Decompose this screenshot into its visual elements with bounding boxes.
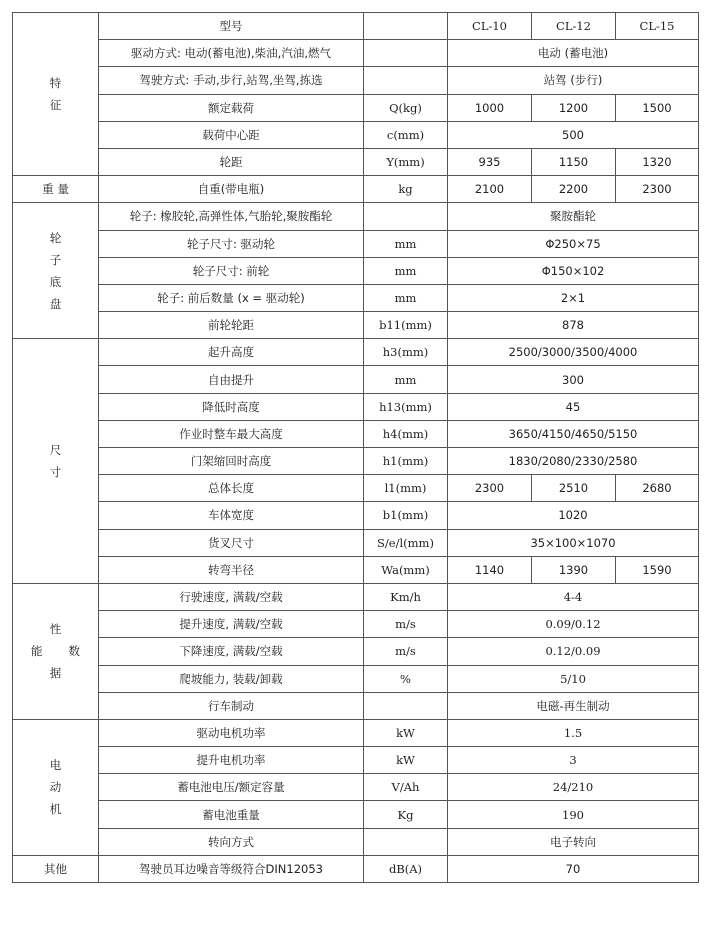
category-char: 机 <box>49 802 62 817</box>
unit-cell: % <box>364 665 448 692</box>
row-label: 驾驶方式: 手动,步行,站驾,坐驾,拣选 <box>99 67 364 94</box>
model-name: CL-10 <box>448 13 532 40</box>
category-char: 征 <box>49 98 62 113</box>
category-char: 动 <box>49 780 62 795</box>
row-value: 300 <box>448 366 699 393</box>
row-label: 自由提升 <box>99 366 364 393</box>
unit-cell: mm <box>364 284 448 311</box>
row-label: 提升电机功率 <box>99 747 364 774</box>
category-char-group <box>15 640 96 662</box>
unit-cell: mm <box>364 230 448 257</box>
row-label: 驾驶员耳边噪音等级符合DIN12053 <box>99 855 364 882</box>
category-char: 性 <box>49 622 62 637</box>
row-value: 1000 <box>448 94 532 121</box>
row-value: 70 <box>448 855 699 882</box>
row-value: Φ150×102 <box>448 257 699 284</box>
row-value: 2200 <box>532 176 616 203</box>
row-label: 转向方式 <box>99 828 364 855</box>
category-motor <box>13 719 99 855</box>
table-row <box>13 176 699 203</box>
table-row <box>13 692 699 719</box>
row-value: 电动 (蓄电池) <box>448 40 699 67</box>
row-label: 提升速度, 满载/空载 <box>99 611 364 638</box>
row-label: 转弯半径 <box>99 556 364 583</box>
table-row <box>13 13 699 40</box>
table-row <box>13 747 699 774</box>
category-char: 据 <box>49 666 62 681</box>
row-value: 35×100×1070 <box>448 529 699 556</box>
table-row <box>13 284 699 311</box>
table-row <box>13 257 699 284</box>
row-label: 载荷中心距 <box>99 121 364 148</box>
category-weight: 重 量 <box>13 176 99 203</box>
row-value: 1140 <box>448 556 532 583</box>
unit-cell <box>364 13 448 40</box>
table-row <box>13 502 699 529</box>
table-row <box>13 67 699 94</box>
unit-cell: b1(mm) <box>364 502 448 529</box>
row-value: 190 <box>448 801 699 828</box>
row-value: 4-4 <box>448 583 699 610</box>
table-row <box>13 203 699 230</box>
table-row <box>13 611 699 638</box>
unit-cell: kg <box>364 176 448 203</box>
table-row <box>13 339 699 366</box>
row-value: 2×1 <box>448 284 699 311</box>
table-row <box>13 801 699 828</box>
category-char: 数 <box>68 644 80 659</box>
row-value: 1390 <box>532 556 616 583</box>
unit-cell: m/s <box>364 611 448 638</box>
unit-cell: Q(kg) <box>364 94 448 121</box>
model-name: CL-12 <box>532 13 616 40</box>
row-value: 电子转向 <box>448 828 699 855</box>
table-row <box>13 40 699 67</box>
table-row <box>13 719 699 746</box>
unit-cell: V/Ah <box>364 774 448 801</box>
row-label: 轮子尺寸: 驱动轮 <box>99 230 364 257</box>
table-row <box>13 665 699 692</box>
row-value: 站驾 (步行) <box>448 67 699 94</box>
row-value: 45 <box>448 393 699 420</box>
category-char: 底 <box>49 274 62 289</box>
unit-cell: Km/h <box>364 583 448 610</box>
table-row <box>13 148 699 175</box>
unit-cell <box>364 203 448 230</box>
row-value: 2500/3000/3500/4000 <box>448 339 699 366</box>
row-label: 前轮轮距 <box>99 312 364 339</box>
row-value: Φ250×75 <box>448 230 699 257</box>
category-char: 尺 <box>49 443 62 458</box>
row-value: 1.5 <box>448 719 699 746</box>
row-value: 2100 <box>448 176 532 203</box>
table-row <box>13 393 699 420</box>
row-label: 蓄电池重量 <box>99 801 364 828</box>
unit-cell: S/e/l(mm) <box>364 529 448 556</box>
unit-cell: h3(mm) <box>364 339 448 366</box>
unit-cell: mm <box>364 366 448 393</box>
unit-cell: Kg <box>364 801 448 828</box>
model-name: CL-15 <box>616 13 699 40</box>
table-row <box>13 366 699 393</box>
row-value: 1500 <box>616 94 699 121</box>
row-label: 轮子: 橡胶轮,高弹性体,气胎轮,聚胺酯轮 <box>99 203 364 230</box>
unit-cell: Wa(mm) <box>364 556 448 583</box>
row-label: 起升高度 <box>99 339 364 366</box>
unit-cell: kW <box>364 747 448 774</box>
table-row <box>13 448 699 475</box>
row-value: 1150 <box>532 148 616 175</box>
row-label: 驱动方式: 电动(蓄电池),柴油,汽油,燃气 <box>99 40 364 67</box>
category-wheels <box>13 203 99 339</box>
unit-cell: Y(mm) <box>364 148 448 175</box>
unit-cell: h13(mm) <box>364 393 448 420</box>
category-char: 寸 <box>49 465 62 480</box>
row-label: 轮子: 前后数量 (x = 驱动轮) <box>99 284 364 311</box>
row-label: 额定载荷 <box>99 94 364 121</box>
category-char: 盘 <box>49 296 62 311</box>
category-char: 轮 <box>49 230 62 245</box>
row-value: 2300 <box>448 475 532 502</box>
table-row <box>13 312 699 339</box>
unit-cell: mm <box>364 257 448 284</box>
category-performance <box>13 583 99 719</box>
row-label: 货叉尺寸 <box>99 529 364 556</box>
row-value: 935 <box>448 148 532 175</box>
row-value: 5/10 <box>448 665 699 692</box>
table-row <box>13 774 699 801</box>
row-value: 500 <box>448 121 699 148</box>
row-label: 驱动电机功率 <box>99 719 364 746</box>
row-value: 3650/4150/4650/5150 <box>448 420 699 447</box>
row-value: 0.12/0.09 <box>448 638 699 665</box>
row-value: 1020 <box>448 502 699 529</box>
row-value: 1320 <box>616 148 699 175</box>
category-char: 能 <box>31 644 43 659</box>
table-row <box>13 94 699 121</box>
unit-cell: h1(mm) <box>364 448 448 475</box>
row-label: 下降速度, 满载/空载 <box>99 638 364 665</box>
table-row <box>13 583 699 610</box>
category-dimensions <box>13 339 99 584</box>
row-value: 2510 <box>532 475 616 502</box>
table-row <box>13 420 699 447</box>
row-value: 电磁-再生制动 <box>448 692 699 719</box>
category-other: 其他 <box>13 855 99 882</box>
row-label: 行车制动 <box>99 692 364 719</box>
row-label: 门架缩回时高度 <box>99 448 364 475</box>
unit-cell: kW <box>364 719 448 746</box>
row-label: 轮距 <box>99 148 364 175</box>
category-features <box>13 13 99 176</box>
table-row <box>13 230 699 257</box>
row-label: 爬坡能力, 装载/卸载 <box>99 665 364 692</box>
category-char: 特 <box>49 76 62 91</box>
row-label: 型号 <box>99 13 364 40</box>
table-row <box>13 855 699 882</box>
spec-table <box>12 12 699 883</box>
row-label: 自重(带电瓶) <box>99 176 364 203</box>
table-row <box>13 638 699 665</box>
row-value: 3 <box>448 747 699 774</box>
row-value: 聚胺酯轮 <box>448 203 699 230</box>
row-label: 车体宽度 <box>99 502 364 529</box>
row-value: 878 <box>448 312 699 339</box>
unit-cell: m/s <box>364 638 448 665</box>
row-value: 1200 <box>532 94 616 121</box>
table-row <box>13 556 699 583</box>
row-value: 2300 <box>616 176 699 203</box>
row-label: 降低时高度 <box>99 393 364 420</box>
row-label: 总体长度 <box>99 475 364 502</box>
unit-cell: c(mm) <box>364 121 448 148</box>
table-row <box>13 828 699 855</box>
unit-cell <box>364 67 448 94</box>
row-value: 2680 <box>616 475 699 502</box>
unit-cell: dB(A) <box>364 855 448 882</box>
row-value: 1590 <box>616 556 699 583</box>
unit-cell <box>364 40 448 67</box>
table-row <box>13 475 699 502</box>
row-value: 24/210 <box>448 774 699 801</box>
row-label: 蓄电池电压/额定容量 <box>99 774 364 801</box>
unit-cell: l1(mm) <box>364 475 448 502</box>
row-value: 0.09/0.12 <box>448 611 699 638</box>
table-row <box>13 121 699 148</box>
unit-cell <box>364 828 448 855</box>
table-row <box>13 529 699 556</box>
unit-cell <box>364 692 448 719</box>
unit-cell: h4(mm) <box>364 420 448 447</box>
row-label: 轮子尺寸: 前轮 <box>99 257 364 284</box>
unit-cell: b11(mm) <box>364 312 448 339</box>
category-char: 电 <box>49 758 62 773</box>
row-label: 作业时整车最大高度 <box>99 420 364 447</box>
category-char: 子 <box>49 252 62 267</box>
row-label: 行驶速度, 满载/空载 <box>99 583 364 610</box>
row-value: 1830/2080/2330/2580 <box>448 448 699 475</box>
